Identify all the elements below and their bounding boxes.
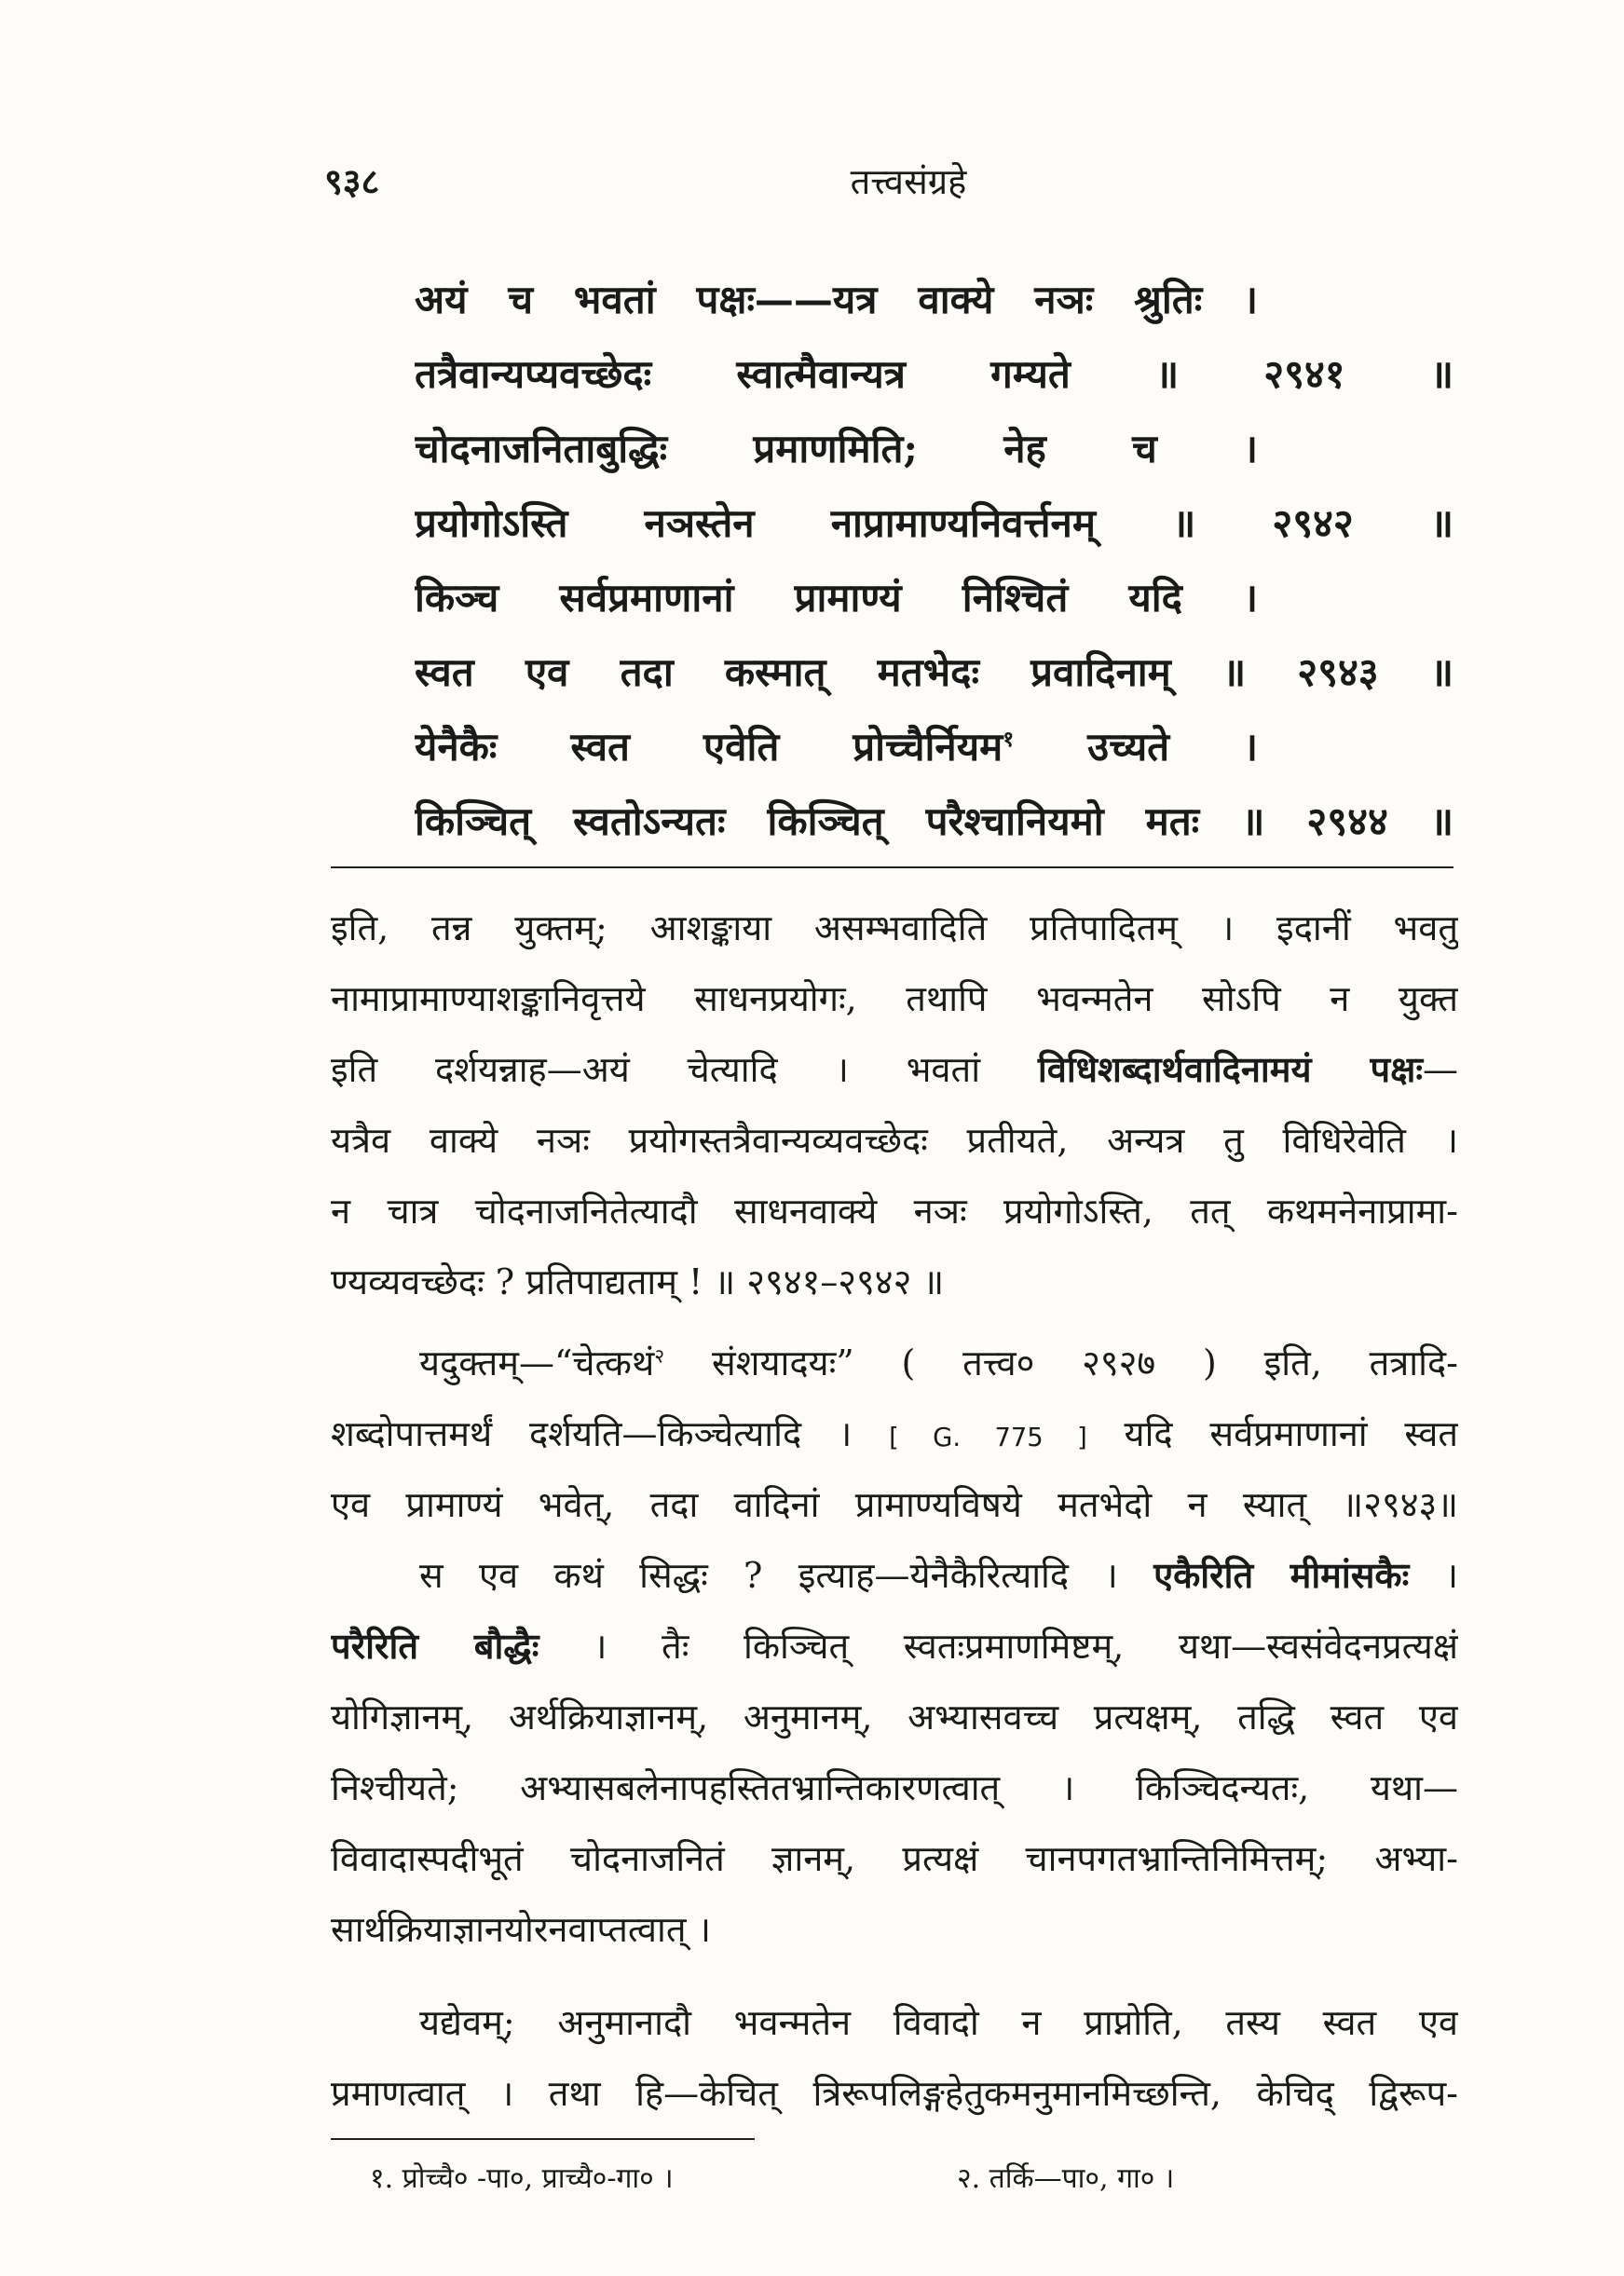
commentary-paragraph [331,1540,1458,1965]
commentary-text: । तैः किञ्चित् स्वतःप्रमाणमिष्टम्, यथा—स्वसंवेदनप्रत्यक्षं [539,1626,1458,1667]
commentary-line [331,1105,1458,1176]
footnotes [0,2156,1624,2202]
verse-text: किञ्चित् स्वतोऽन्यतः किञ्चित् परैश्चानियमो मतः ॥ २९४४ ॥ [415,798,1453,844]
commentary-text: शब्दोपात्तमर्थं दर्शयति—किञ्चेत्यादि । [331,1413,890,1454]
footnote-item [370,2156,929,2202]
footnote-item [957,2156,1423,2202]
footnote-text: १. प्रोच्चै० -पा०, प्राच्यै०-गा० । [370,2162,674,2195]
commentary-text: — [1423,1049,1458,1090]
commentary-line [331,1752,1458,1823]
emphasized-term: विधिशब्दार्थवादिनामयं पक्षः [1037,1048,1423,1090]
emphasized-term: एकैरिति मीमांसकैः [1153,1554,1410,1596]
commentary-text: योगिज्ञानम्, अर्थक्रियाज्ञानम्, अनुमानम्, अभ्यासवच्च प्रत्यक्षम्, तद्धि स्वत एव [331,1697,1458,1738]
page-number: ९३८ [324,160,380,202]
commentary-text: स एव कथं सिद्धः ? इत्याह—येनैकैरित्यादि । [419,1555,1154,1596]
commentary-text: न चात्र चोदनाजनितेत्यादौ साधनवाक्ये नञः प्रयोगोऽस्ति, तत् कथमनेनाप्रामा- [331,1191,1458,1232]
commentary-text: यद्येवम्; अनुमानादौ भवन्मतेन विवादो न प्राप्नोति, तस्य स्वत एव [419,2002,1458,2043]
commentary-text-group [331,1626,1458,1667]
commentary-paragraph [331,893,1458,1317]
verse-text: तत्रैवान्यप्यवच्छेदः स्वात्मैवान्यत्र गम्यते ॥ २९४१ ॥ [415,351,1453,397]
commentary-text: एव प्रामाण्यं भवेत्, तदा वादिनां प्रामाण्यविषये मतभेदो न स्यात् ॥२९४३॥ [331,1484,1458,1525]
commentary-text: यत्रैव वाक्ये नञः प्रयोगस्तत्रैवान्यव्यवच्छेदः प्रतीयते, अन्यत्र तु विधिरेवेति । [331,1120,1458,1161]
commentary-paragraph [331,1987,1458,2129]
verse-text-group [415,724,1258,770]
commentary-text-group [331,1413,1458,1454]
verse-line [415,635,1453,710]
verse-text: येनैकैः स्वत एवेति प्रोच्चैर्नियम [415,724,1003,770]
commentary-line [331,1469,1458,1540]
verse-divider-rule [331,866,1453,868]
commentary-text: विवादास्पदीभूतं चोदनाजनितं ज्ञानम्, प्रत्यक्षं चानपगतभ्रान्तिनिमित्तम्; अभ्या- [331,1838,1458,1879]
commentary-line [331,963,1458,1034]
footnote-marker: २ [654,1344,665,1368]
verse-line [415,784,1453,859]
commentary-text-group [331,1049,1458,1090]
commentary-line [331,1034,1458,1105]
commentary-text: नामाप्रामाण्याशङ्कानिवृत्तये साधनप्रयोगः, तथापि भवन्मतेन सोऽपि न युक्त [331,978,1458,1019]
verse-text: स्वत एव तदा कस्मात् मतभेदः प्रवादिनाम् ॥ २९४३ ॥ [415,649,1453,695]
verse-line [415,561,1258,635]
verse-text: प्रयोगोऽस्ति नञस्तेन नाप्रामाण्यनिवर्त्तनम् ॥ २९४२ ॥ [415,500,1453,546]
commentary-text: यदुक्तम्—“चेत्कथं [419,1342,655,1383]
verse-line [415,337,1453,412]
commentary-block [331,893,1458,2129]
commentary-line [331,1682,1458,1752]
verse-line [415,412,1258,486]
verse-block [415,263,1453,859]
verse-line [415,710,1258,784]
commentary-line [331,1894,1458,1965]
footnote-marker: १ [1003,727,1015,752]
commentary-text: यदि सर्वप्रमाणानां स्वत [1086,1413,1458,1454]
commentary-text: निश्चीयते; अभ्यासबलेनापहस्तितभ्रान्तिकारणत्वात् । किञ्चिदन्यतः, यथा— [331,1767,1458,1808]
commentary-text: संशयादयः” ( तत्त्व० २९२७ ) इति, तत्रादि- [664,1342,1458,1383]
commentary-line [331,1611,1458,1682]
emphasized-term: परैरिति बौद्धैः [331,1625,539,1667]
commentary-text: । [1409,1555,1458,1596]
verse-text: चोदनाजनिताबुद्धिः प्रमाणमिति; नेह च । [415,426,1258,471]
verse-text: किञ्च सर्वप्रमाणानां प्रामाण्यं निश्चितं यदि । [415,575,1258,620]
verse-line [415,263,1258,337]
footnote-text: २. तर्कि—पा०, गा० । [957,2162,1175,2195]
commentary-line [331,1176,1458,1247]
verse-text: अयं च भवतां पक्षः——यत्र वाक्ये नञः श्रुतिः । [415,277,1258,322]
commentary-paragraph [331,1328,1458,1540]
verse-line [415,486,1453,561]
commentary-line [331,2058,1458,2129]
commentary-line [331,1328,1458,1398]
commentary-text-group [419,1555,1458,1596]
commentary-line [331,1987,1458,2058]
commentary-text: इति, तन्न युक्तम्; आशङ्काया असम्भवादिति प्रतिपादितम् । इदानीं भवतु [331,907,1458,948]
commentary-line [331,893,1458,963]
commentary-text-group [419,1342,1458,1383]
footnote-rule [331,2138,755,2140]
commentary-line [331,1247,1458,1317]
running-title: तत्त्वसंग्रहे [850,161,967,202]
commentary-line [331,1823,1458,1894]
verse-text: उच्यते । [1014,724,1258,770]
commentary-text: प्रमाणत्वात् । तथा हि—केचित् त्रिरूपलिङ्गहेतुकमनुमानमिच्छन्ति, केचिद् द्विरूप- [331,2073,1458,2114]
page-reference: [ G. 775 ] [889,1424,1087,1452]
commentary-line [331,1540,1458,1611]
commentary-text: सार्थक्रियाज्ञानयोरनवाप्तत्वात् । [331,1909,712,1950]
commentary-text: ण्यव्यवच्छेदः ? प्रतिपाद्यताम् ! ॥ २९४१–२९४२ ॥ [331,1261,945,1302]
commentary-line [331,1398,1458,1469]
commentary-text: इति दर्शयन्नाह—अयं चेत्यादि । भवतां [331,1049,1038,1090]
page-header [0,154,1624,210]
